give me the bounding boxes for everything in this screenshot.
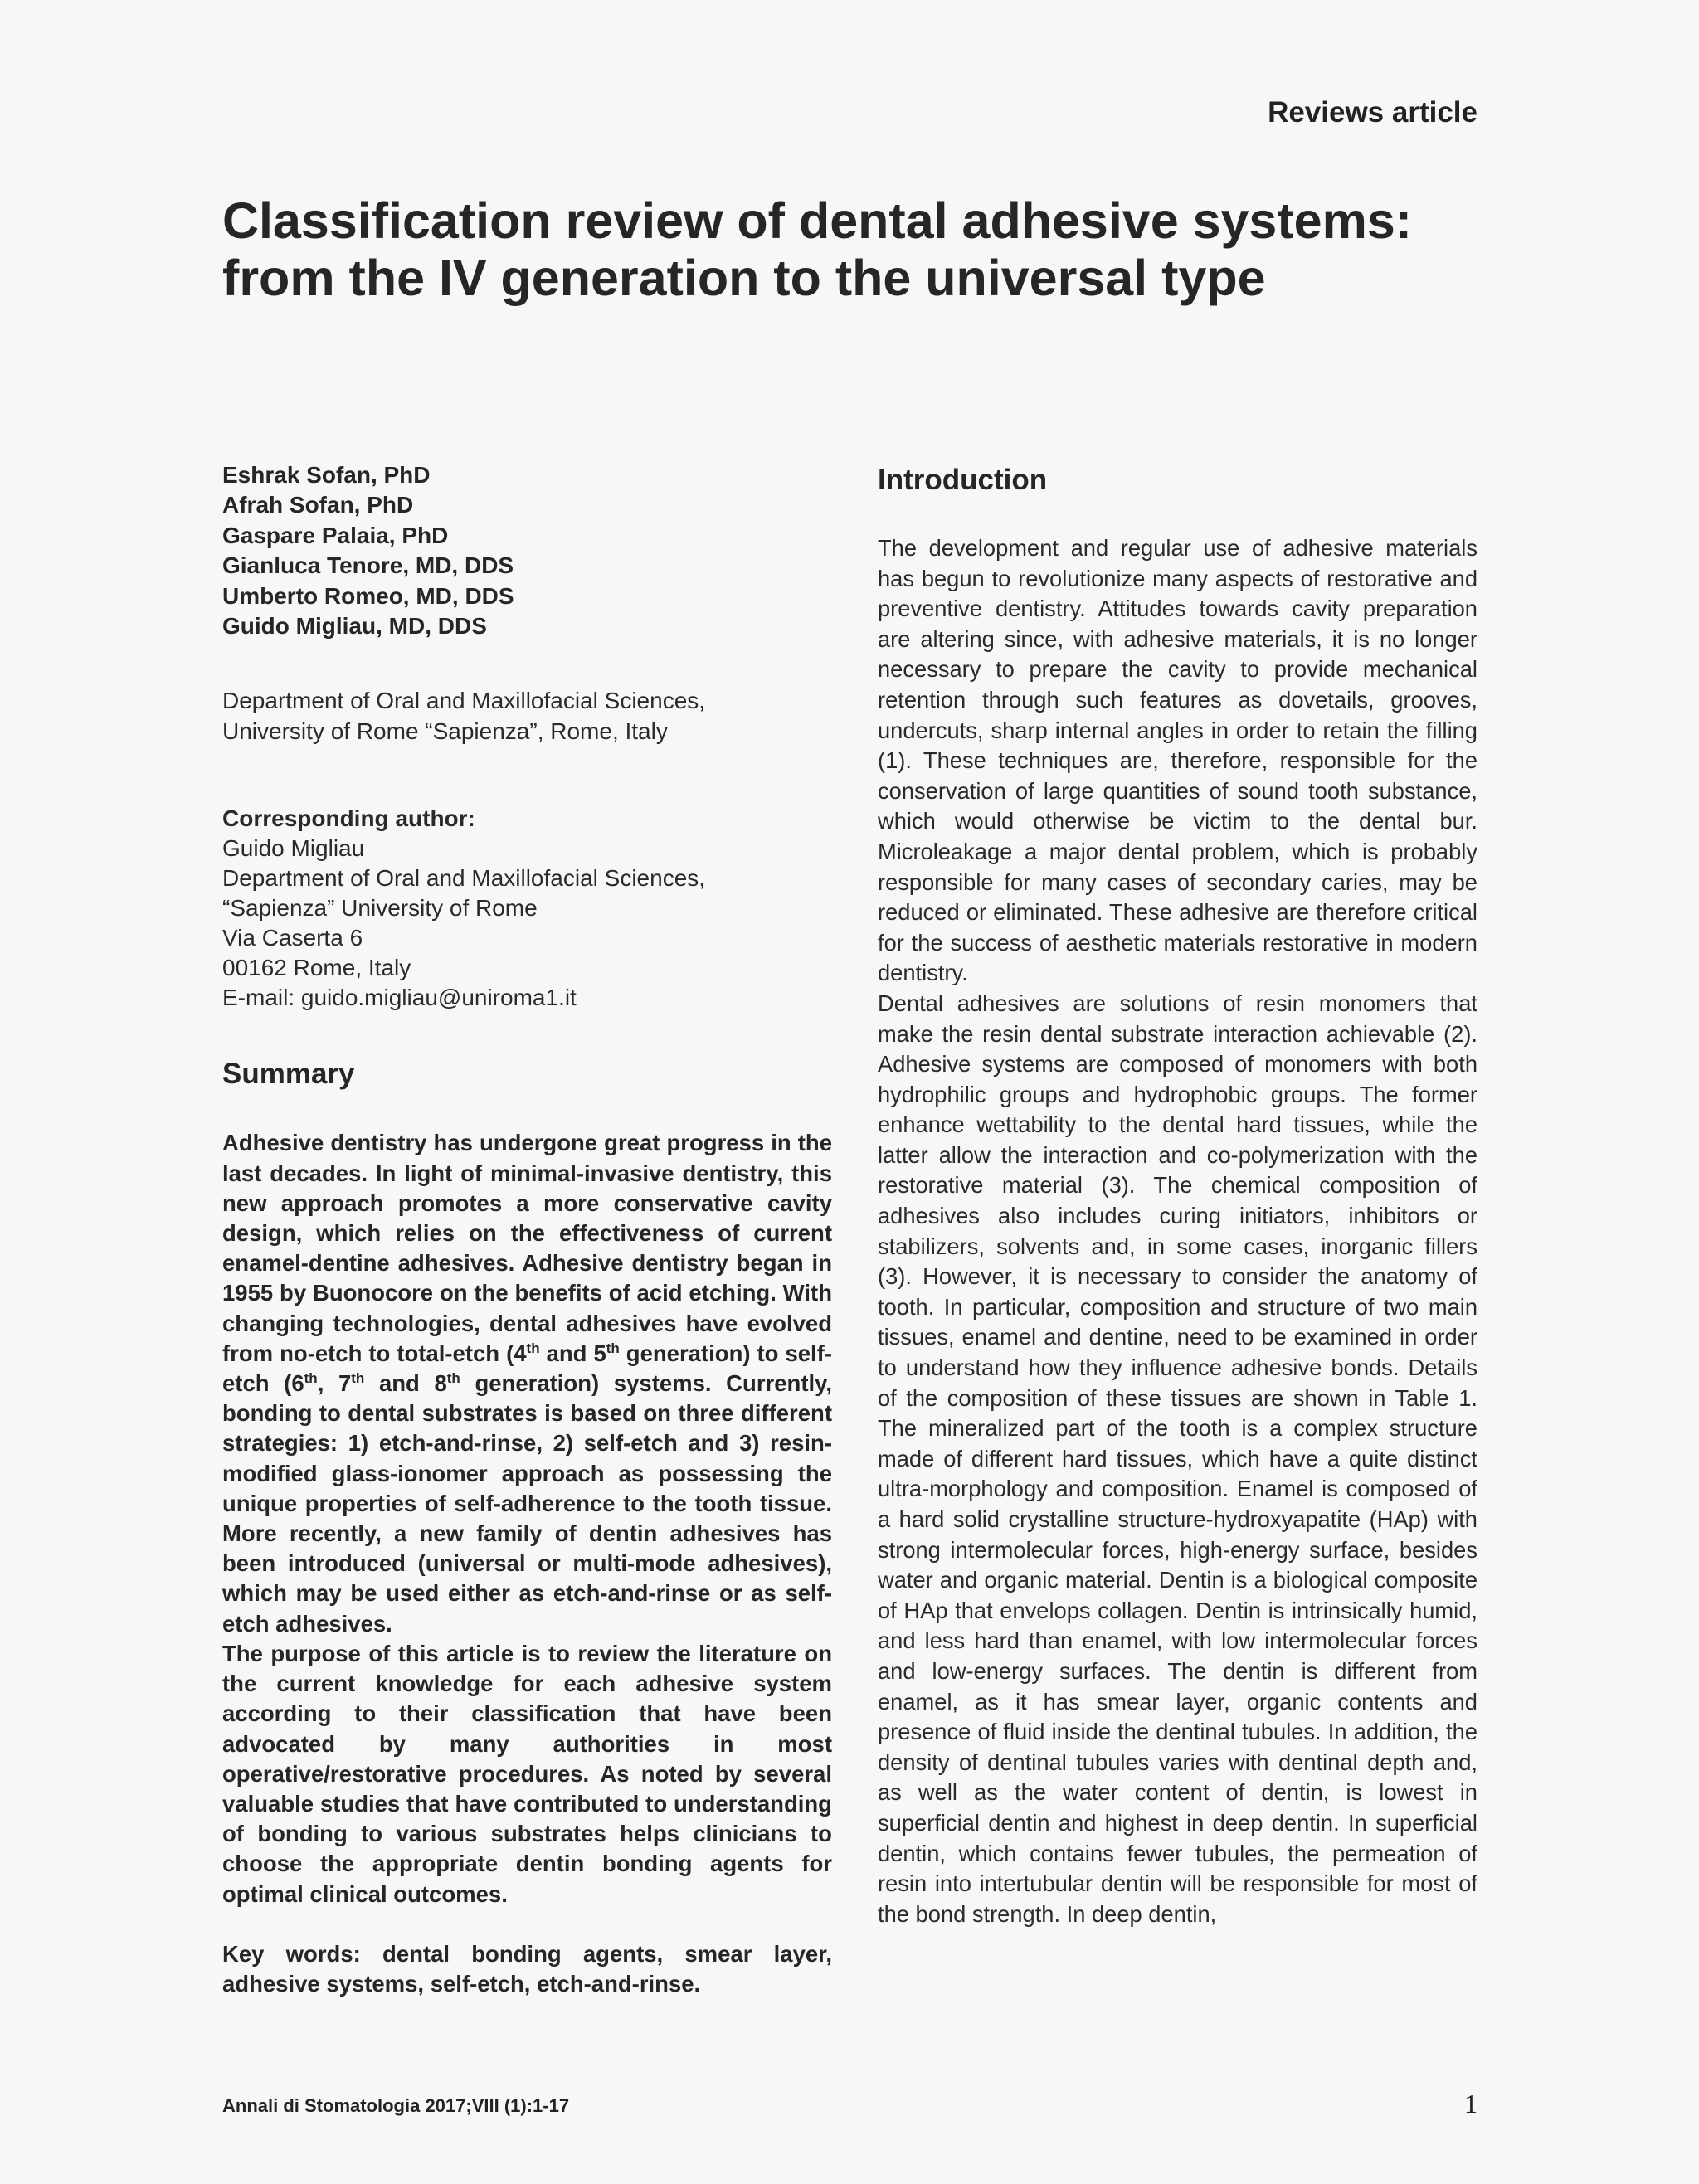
- keywords: Key words: dental bonding agents, smear layer, adhesive systems, self-etch, etch-and-rinse.: [222, 1940, 832, 1997]
- left-column: [222, 460, 832, 1999]
- affiliation-line: University of Rome “Sapienza”, Rome, Italy: [222, 717, 668, 744]
- article-title: [222, 192, 1516, 307]
- introduction-body: [878, 533, 1477, 1929]
- author: Gaspare Palaia, PhD: [222, 522, 449, 548]
- affiliation: [222, 686, 832, 747]
- title-line-1: Classification review of dental adhesive systems:: [222, 192, 1413, 249]
- author: Eshrak Sofan, PhD: [222, 462, 431, 488]
- author: Guido Migliau, MD, DDS: [222, 613, 487, 640]
- author: Umberto Romeo, MD, DDS: [222, 582, 514, 609]
- page-number: 1: [1464, 2089, 1477, 2118]
- corresponding-address-line: 00162 Rome, Italy: [222, 955, 411, 981]
- corresponding-address-line: Department of Oral and Maxillofacial Sciences,: [222, 865, 706, 892]
- corresponding-address-line: Via Caserta 6: [222, 925, 363, 951]
- author-list: [222, 460, 832, 641]
- corresponding-author-label: Corresponding author:: [222, 805, 475, 832]
- corresponding-author-name: Guido Migliau: [222, 835, 365, 862]
- introduction-heading: Introduction: [878, 464, 1048, 496]
- corresponding-email[interactable]: E-mail: guido.migliau@uniroma1.it: [222, 985, 577, 1011]
- title-line-2: from the IV generation to the universal type: [222, 250, 1266, 306]
- summary-paragraph: Adhesive dentistry has undergone great progress in the last decades. In light of minimal-invasive dentistry, this new approach promotes a more conservative cavity design, which relies on the effectiveness of current enamel-dentine adhesives. Adhesive dentistry began in 1955 by Buonocore on the benefits of acid etching. With changing technologies, dental adhesives have evolved from no-etch to total-etch (4th and 5th generation) to self-etch (6th, 7th and 8th generation) systems. Currently, bonding to dental substrates is based on three different strategies: 1) etch-and-rinse, 2) self-etch and 3) resin-modified glass-ionomer approach as possessing the unique properties of self-adherence to the tooth tissue. More recently, a new family of dentin adhesives has been introduced (universal or multi-mode adhesives), which may be used either as etch-and-rinse or as self-etch adhesives.: [222, 1130, 833, 1637]
- introduction-paragraph: Dental adhesives are solutions of resin monomers that make the resin dental substrate interaction achievable (2). Adhesive systems are composed of monomers with both hydrophilic groups and hydrophobic groups. The former enhance wettability to the dental hard tissues, while the latter allow the interaction and co-polymerization with the restorative material (3). The chemical composition of adhesives also includes curing initiators, inhibitors or stabilizers, solvents and, in some cases, inorganic fillers (3). However, it is necessary to consider the anatomy of tooth. In particular, composition and structure of two main tissues, enamel and dentine, need to be examined in order to understand how they influence adhesive bonds. Details of the composition of these tissues are shown in Table 1. The mineralized part of the tooth is a complex structure made of different hard tissues, which have a quite distinct ultra-morphology and composition. Enamel is composed of a hard solid crystalline structure-hydroxyapatite (HAp) with strong intermolecular forces, high-energy surface, besides water and organic material. Dentin is a biological composite of HAp that envelops collagen. Dentin is intrinsically humid, and less hard than enamel, with low intermolecular forces and low-energy surfaces. The dentin is different from enamel, as it has smear layer, organic contents and presence of fluid inside the dentinal tubules. In addition, the density of dentinal tubules varies with dentinal depth and, as well as the water content of dentin, is lowest in superficial dentin and highest in deep dentin. In superficial dentin, which contains fewer tubules, the permeation of resin into intertubular dentin will be responsible for most of the bond strength. In deep dentin,: [878, 990, 1477, 1927]
- journal-citation: Annali di Stomatologia 2017;VIII (1):1-17: [222, 2095, 570, 2116]
- summary-body: [222, 1128, 832, 1909]
- introduction-paragraph: The development and regular use of adhesive materials has begun to revolutionize many aspects of restorative and preventive dentistry. Attitudes towards cavity preparation are altering since, with adhesive materials, it is no longer necessary to prepare the cavity to provide mechanical retention through such features as dovetails, grooves, undercuts, sharp internal angles in order to retain the filling (1). These techniques are, therefore, responsible for the conservation of large quantities of sound tooth substance, which would otherwise be victim to the dental bur. Microleakage a major dental problem, which is probably responsible for many cases of secondary caries, may be reduced or eliminated. These adhesive are therefore critical for the success of aesthetic materials restorative in modern dentistry.: [878, 535, 1477, 986]
- author: Afrah Sofan, PhD: [222, 492, 414, 518]
- corresponding-author-block: [222, 804, 832, 1013]
- author: Gianluca Tenore, MD, DDS: [222, 552, 514, 579]
- section-label: Reviews article: [1268, 96, 1477, 129]
- corresponding-address-line: “Sapienza” University of Rome: [222, 895, 538, 922]
- summary-paragraph: The purpose of this article is to review the literature on the current knowledge for each adhesive system according to their classification that have been advocated by many authorities in most operative/restorative procedures. As noted by several valuable studies that have contributed to understanding of bonding to various substrates helps clinicians to choose the appropriate dentin bonding agents for optimal clinical outcomes.: [222, 1640, 832, 1907]
- summary-heading: Summary: [222, 1058, 355, 1091]
- affiliation-line: Department of Oral and Maxillofacial Sciences,: [222, 688, 706, 714]
- right-column: [878, 460, 1477, 1929]
